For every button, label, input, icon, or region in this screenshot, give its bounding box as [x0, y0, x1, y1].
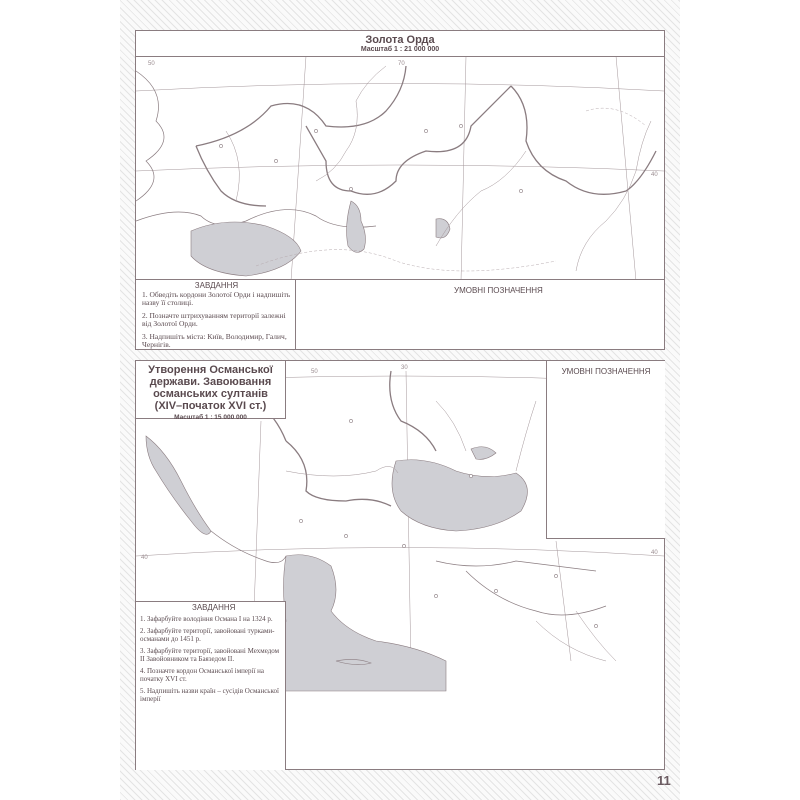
map1-title: Золота Орда	[365, 34, 435, 46]
map1-tasks-box	[136, 279, 296, 349]
map1-legend-heading: УМОВНІ ПОЗНАЧЕННЯ	[454, 286, 543, 295]
map2-title-line3: османських султанів	[153, 388, 268, 400]
grid-label-40: 40	[651, 172, 658, 178]
map1-title-box	[136, 31, 664, 57]
map2-tasks-heading: ЗАВДАННЯ	[192, 603, 236, 612]
map2-title-line4: (XIV–початок XVI ст.)	[154, 400, 267, 412]
map2-task-3: 3. Зафарбуйте території, завойовані Мехмедом II Завойовником та Баязедом II.	[140, 647, 280, 663]
map1-task-1: 1. Обведіть кордони Золотої Орди і надпишіть назву її столиці.	[142, 289, 291, 307]
map2-task-5: 5. Надпишіть назви країн – сусідів Османської імперії	[140, 687, 279, 703]
ottoman-map	[135, 360, 665, 770]
map1-task-3: 3. Надпишіть міста: Київ, Володимир, Галич, Чернігів.	[142, 331, 287, 349]
grid-label-30: 30	[401, 365, 408, 371]
map2-title-line2: держави. Завоювання	[149, 376, 272, 388]
grid-label-70: 70	[398, 61, 405, 67]
map2-task-1: 1. Зафарбуйте володіння Османа І на 1324 р.	[140, 615, 273, 623]
map2-title-line1: Утворення Османської	[148, 364, 273, 376]
map1-scale: Масштаб 1 : 21 000 000	[360, 46, 440, 53]
grid-label-40-left: 40	[141, 555, 148, 561]
page-number: 11	[657, 773, 671, 788]
map2-legend-heading: УМОВНІ ПОЗНАЧЕННЯ	[561, 367, 651, 376]
map2-title-box	[136, 361, 286, 419]
map1-legend-box	[296, 279, 664, 349]
map2-task-4: 4. Позначте кордон Османської імперії на початку XVI ст.	[140, 667, 264, 683]
grid-label-50: 50	[311, 369, 318, 375]
map2-legend-box	[546, 361, 665, 539]
map1-tasks-heading: ЗАВДАННЯ	[194, 281, 239, 290]
map2-scale: Масштаб 1 : 15 000 000	[174, 414, 247, 421]
map2-task-2: 2. Зафарбуйте території, завойовані турками-османами до 1451 р.	[140, 627, 275, 643]
map2-tasks-box	[136, 601, 286, 770]
map1-task-2: 2. Позначте штрихуванням території залежні від Золотої Орди.	[142, 310, 286, 328]
grid-label-50: 50	[148, 61, 155, 67]
grid-label-40-right: 40	[651, 550, 658, 556]
golden-horde-map	[135, 30, 665, 350]
